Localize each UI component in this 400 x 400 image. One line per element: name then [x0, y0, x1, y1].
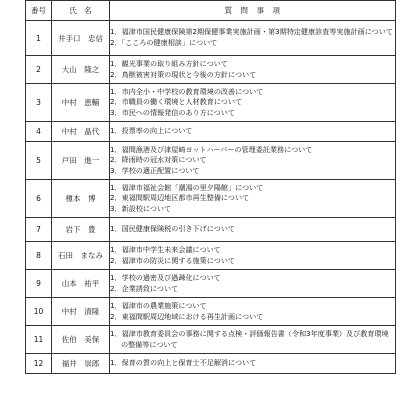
header-question: 質 問 事 項 [110, 1, 396, 21]
question-item: 1．福津市福祉会館「潮湯の里夕陽館」について [110, 182, 264, 192]
question-item: 3．新設校について [110, 203, 172, 213]
table-row [26, 180, 396, 218]
table-row [26, 21, 396, 56]
question-item: 2．「こころの健康相談」について [110, 38, 218, 47]
row-number: 2 [26, 56, 52, 84]
question-items [110, 56, 396, 84]
question-item: 2．東福間駅周辺地区都市再生整備について [110, 193, 250, 203]
row-number: 7 [26, 218, 52, 242]
question-item: 1．市内全小・中学校の教育環境の改善について [110, 86, 264, 96]
question-items [110, 21, 396, 56]
questioner-name: 大山 隆之 [52, 56, 110, 84]
questioner-name: 佐伯 美保 [52, 326, 110, 354]
table-row [26, 56, 396, 84]
question-item: 2．企業誘致について [110, 283, 179, 293]
row-number: 5 [26, 142, 52, 180]
question-item: 1．福津市国民健康保険第2期保健事業実施計画・第3期特定健康診査等実施計画について [110, 27, 393, 37]
question-item: 2．福津市の防災に関する施策について [110, 255, 235, 265]
row-number: 1 [26, 21, 52, 56]
question-table [25, 0, 396, 374]
question-item: 1．福津市教育委員会の事務に関する点検・評価報告書（令和3年度事業）及び教育環境の整備等について [110, 328, 389, 349]
row-number: 8 [26, 242, 52, 270]
questioner-name: 福井 崇郎 [52, 354, 110, 374]
questioner-name: 井手口 忠信 [52, 21, 110, 56]
questioner-name: 岩下 豊 [52, 218, 110, 242]
question-item: 1．学校の過密及び過疎化について [110, 272, 221, 282]
question-items [110, 218, 396, 242]
questioner-name: 山本 祐平 [52, 270, 110, 298]
question-item: 1．保育の質の向上と保育士不足解消について [110, 358, 257, 368]
table-row [26, 122, 396, 142]
row-number: 4 [26, 122, 52, 142]
question-item: 2．降雨時の冠水対策について [110, 155, 207, 165]
table-row [26, 298, 396, 326]
question-item: 3．市民への情報発信のあり方について [110, 107, 235, 117]
table-row [26, 242, 396, 270]
table-row [26, 218, 396, 242]
question-items [110, 298, 396, 326]
question-items [110, 84, 396, 122]
question-item: 1．観光事業の取り組み方針について [110, 58, 228, 68]
question-items [110, 270, 396, 298]
question-item: 1．国民健康保険税の引き下げについて [110, 224, 235, 234]
questioner-name: 中村 恵輔 [52, 84, 110, 122]
question-item: 1．福津市の農業施策について [110, 300, 207, 310]
table-body [26, 21, 396, 374]
questioner-name: 戸田 進一 [52, 142, 110, 180]
question-item: 1．投票率の向上について [110, 126, 193, 136]
table-row [26, 142, 396, 180]
header-name: 氏 名 [52, 1, 110, 21]
question-items [110, 242, 396, 270]
row-number: 10 [26, 298, 52, 326]
question-item: 2．鳥獣被害対策の現状と今後の方針について [110, 69, 257, 79]
question-item: 3．学校の適正配置について [110, 165, 200, 175]
table-row [26, 270, 396, 298]
table-row [26, 354, 396, 374]
questioner-name: 石田 まなみ [52, 242, 110, 270]
questioner-name: 中村 晶代 [52, 122, 110, 142]
table-row [26, 84, 396, 122]
row-number: 3 [26, 84, 52, 122]
question-items [110, 180, 396, 218]
question-item: 1．福間漁港及び津屋崎ヨットハーバーの管理委託業務について [110, 144, 313, 154]
row-number: 11 [26, 326, 52, 354]
question-item: 2．東福間駅周辺地域における再生計画について [110, 311, 264, 321]
question-items [110, 122, 396, 142]
question-item: 1．福津市中学生未来会議について [110, 244, 221, 254]
row-number: 9 [26, 270, 52, 298]
questioner-name: 榎本 博 [52, 180, 110, 218]
row-number: 6 [26, 180, 52, 218]
table-row [26, 326, 396, 354]
questioner-name: 中村 清隆 [52, 298, 110, 326]
header-number: 番号 [26, 1, 52, 21]
question-items [110, 326, 396, 354]
row-number: 12 [26, 354, 52, 374]
question-items [110, 354, 396, 374]
question-item: 2．市職員の働く環境と人材教育について [110, 97, 243, 107]
question-items [110, 142, 396, 180]
header-row [26, 1, 396, 21]
